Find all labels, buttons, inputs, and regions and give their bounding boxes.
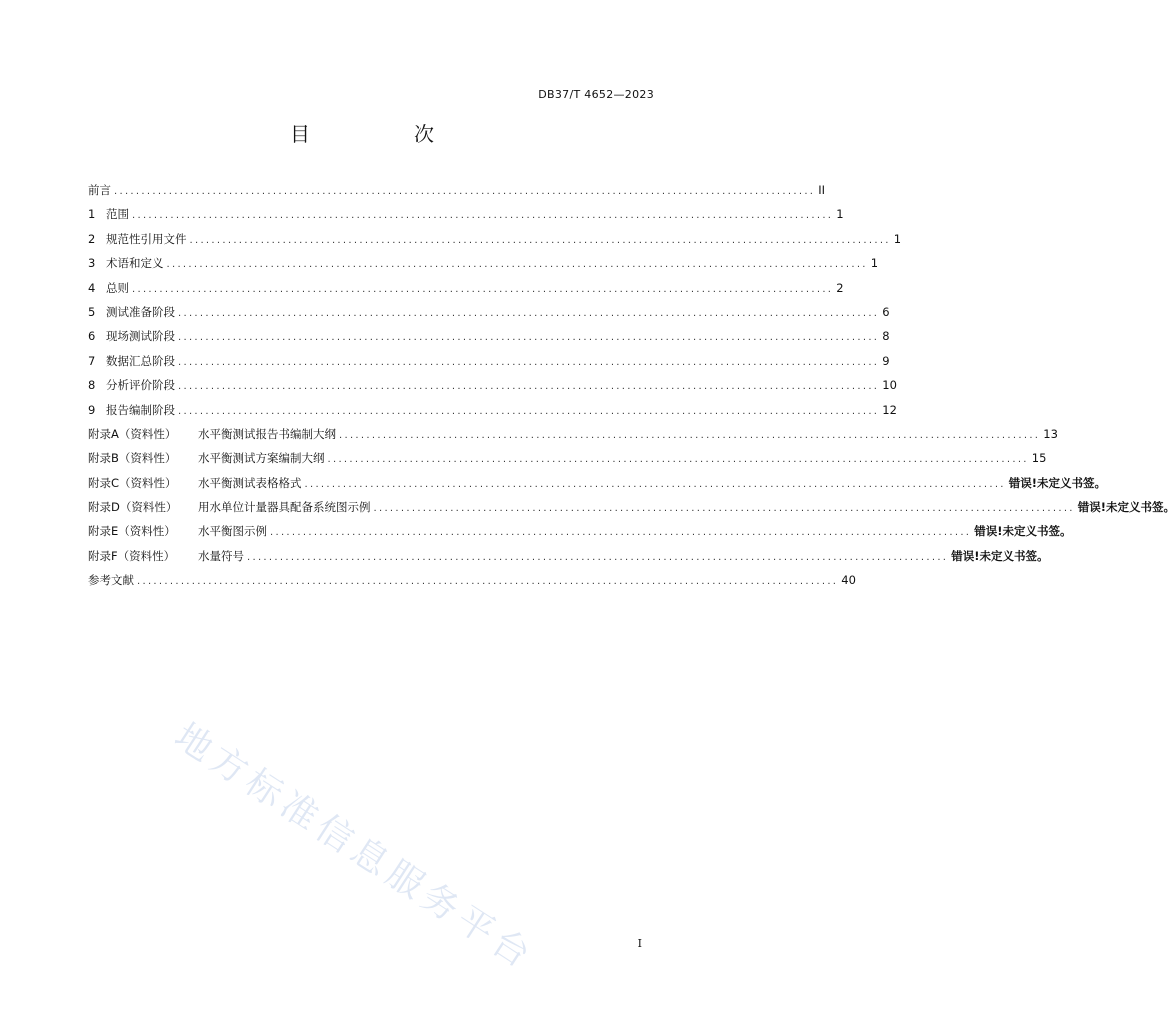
- appendix-tag: 附录F（资料性）: [88, 548, 176, 563]
- toc-leader-dots: ................................................................................................................................: [270, 527, 972, 539]
- toc-label: 范围: [106, 207, 129, 222]
- toc-section-number: 5: [88, 304, 96, 319]
- toc-leader-dots: ................................................................................................................................: [132, 283, 834, 295]
- toc-entry-7[interactable]: [88, 353, 890, 377]
- toc-leader-dots: ................................................................................................................................: [178, 381, 880, 393]
- toc-section-number: 7: [88, 353, 96, 368]
- toc-label: 水平衡测试方案编制大纲: [198, 451, 325, 466]
- toc-entry-2[interactable]: [88, 231, 902, 255]
- toc-entry-appendix-d[interactable]: [88, 499, 1175, 523]
- toc-label: 数据汇总阶段: [106, 353, 175, 368]
- toc-label: 水平衡图示例: [198, 524, 267, 539]
- toc-section-number: 6: [88, 329, 96, 344]
- toc-page-number: II: [818, 183, 826, 197]
- toc-page-number: 8: [882, 329, 890, 344]
- toc-entry-8[interactable]: [88, 377, 897, 401]
- toc-leader-dots: ................................................................................................................................: [339, 429, 1041, 441]
- toc-page-number: 6: [882, 304, 890, 319]
- toc-label: 参考文献: [88, 573, 134, 588]
- toc-page-number: 40: [841, 573, 856, 588]
- toc-page-number: 1: [893, 231, 902, 246]
- toc-page-number: 1: [836, 207, 844, 222]
- toc-leader-dots: ................................................................................................................................: [132, 210, 834, 222]
- toc-entry-3[interactable]: [88, 255, 879, 279]
- toc-label: 分析评价阶段: [106, 378, 175, 393]
- toc-page-number: 9: [882, 353, 890, 368]
- toc-label: 术语和定义: [106, 256, 164, 271]
- toc-label: 测试准备阶段: [106, 304, 175, 319]
- toc-section-number: 1: [88, 207, 96, 222]
- toc-entry-5[interactable]: [88, 304, 890, 328]
- toc-entry-1[interactable]: [88, 206, 844, 230]
- toc-page-number: 15: [1031, 451, 1047, 466]
- toc-entry-appendix-e[interactable]: [88, 523, 1072, 547]
- toc-label: 现场测试阶段: [106, 329, 175, 344]
- toc-label: 总则: [106, 280, 129, 295]
- toc-leader-dots: ................................................................................................................................: [137, 576, 839, 588]
- table-of-contents: [88, 182, 1175, 597]
- toc-leader-dots: ................................................................................................................................: [178, 405, 880, 417]
- toc-leader-dots: ................................................................................................................................: [247, 551, 949, 563]
- toc-page-number: 1: [870, 256, 879, 271]
- toc-entry-appendix-f[interactable]: [88, 548, 1049, 572]
- toc-section-number: 3: [88, 256, 96, 271]
- toc-error-message: 错误!未定义书签。: [1077, 500, 1175, 515]
- toc-leader-dots: ................................................................................................................................: [189, 234, 891, 246]
- document-code: DB37/T 4652—2023: [538, 88, 654, 101]
- toc-leader-dots: ................................................................................................................................: [178, 307, 880, 319]
- toc-page-number: 12: [882, 402, 897, 417]
- toc-section-number: 4: [88, 280, 96, 295]
- toc-leader-dots: ................................................................................................................................: [327, 454, 1029, 466]
- watermark: 地方标准信息服务平台: [167, 715, 542, 979]
- appendix-tag: 附录E（资料性）: [88, 524, 176, 539]
- toc-page-number: 10: [882, 378, 897, 393]
- appendix-tag: 附录D（资料性）: [88, 500, 178, 515]
- toc-label: 报告编制阶段: [106, 402, 175, 417]
- toc-page-number: 2: [836, 280, 844, 295]
- toc-page-number: 13: [1043, 426, 1058, 441]
- toc-leader-dots: ................................................................................................................................: [304, 478, 1006, 490]
- toc-label: 水量符号: [198, 548, 244, 563]
- toc-leader-dots: ................................................................................................................................: [178, 332, 880, 344]
- toc-leader-dots: ................................................................................................................................: [114, 186, 816, 197]
- toc-error-message: 错误!未定义书签。: [974, 524, 1072, 539]
- toc-error-message: 错误!未定义书签。: [1008, 475, 1107, 490]
- toc-entry-4[interactable]: [88, 280, 844, 304]
- toc-section-number: 2: [88, 231, 96, 246]
- toc-entry-foreword[interactable]: [88, 182, 826, 206]
- appendix-tag: 附录A（资料性）: [88, 426, 177, 441]
- toc-entry-appendix-b[interactable]: [88, 450, 1047, 474]
- page-number: I: [637, 937, 642, 950]
- toc-entry-appendix-a[interactable]: [88, 426, 1058, 450]
- toc-entry-references[interactable]: [88, 572, 856, 596]
- toc-entry-6[interactable]: [88, 328, 890, 352]
- toc-section-number: 9: [88, 402, 96, 417]
- appendix-tag: 附录C（资料性）: [88, 475, 177, 490]
- toc-label: 水平衡测试报告书编制大纲: [198, 426, 336, 441]
- toc-entry-appendix-c[interactable]: [88, 475, 1107, 499]
- appendix-tag: 附录B（资料性）: [88, 451, 177, 466]
- toc-entry-9[interactable]: [88, 402, 897, 426]
- toc-leader-dots: ................................................................................................................................: [166, 259, 868, 271]
- toc-label: 规范性引用文件: [106, 231, 187, 246]
- toc-label: 用水单位计量器具配备系统图示例: [198, 500, 371, 515]
- toc-leader-dots: ................................................................................................................................: [373, 503, 1075, 515]
- toc-label: 水平衡测试表格格式: [198, 475, 302, 490]
- toc-error-message: 错误!未定义书签。: [951, 548, 1049, 563]
- toc-leader-dots: ................................................................................................................................: [178, 356, 880, 368]
- toc-section-number: 8: [88, 378, 96, 393]
- page-title: 目 次: [290, 122, 476, 146]
- toc-label: 前言: [88, 183, 111, 197]
